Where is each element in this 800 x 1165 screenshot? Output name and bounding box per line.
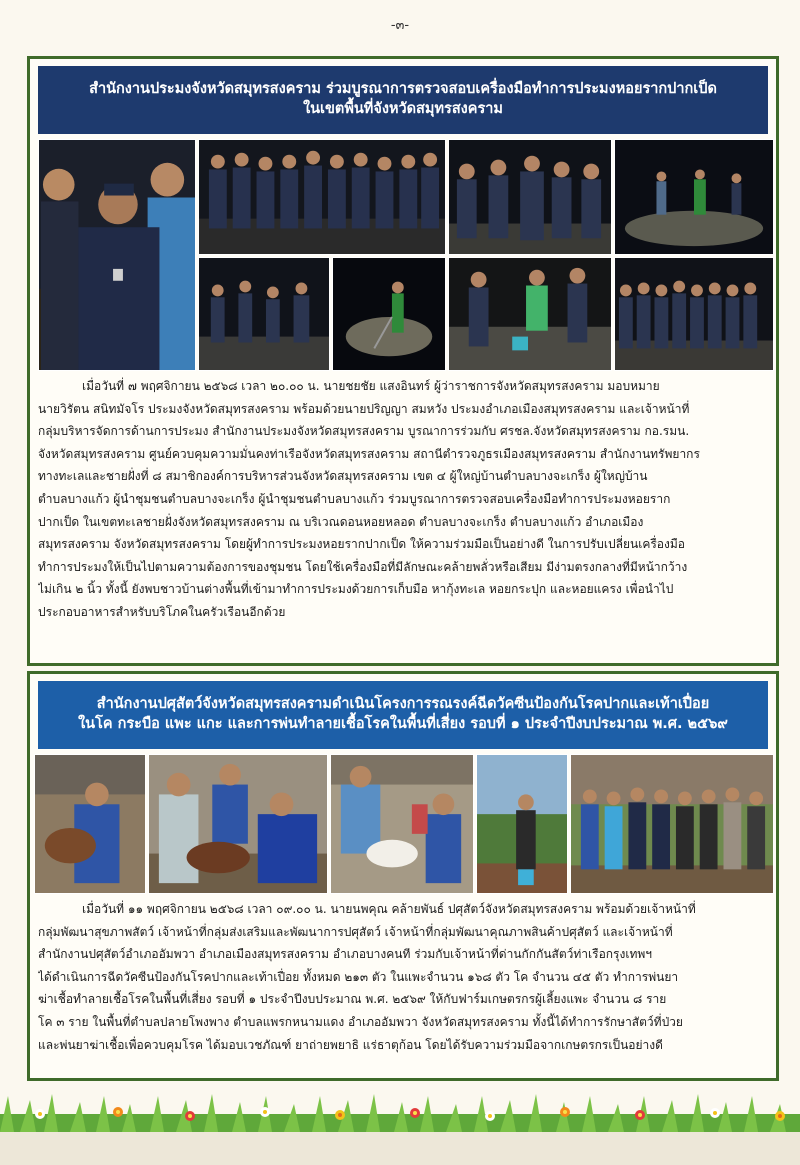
paragraph-line: กลุ่มบริหารจัดการด้านการประมง สำนักงานประมงจังหวัดสมุทรสงคราม บูรณาการร่วมกับ ศรชล.จังหวัดสมุทรสงคราม กอ.รมน. bbox=[38, 424, 690, 439]
page-number: -๓- bbox=[390, 18, 410, 33]
paragraph-line: กลุ่มพัฒนาสุขภาพสัตว์ เจ้าหน้าที่กลุ่มส่งเสริมและพัฒนาการปศุสัตว์ เจ้าหน้าที่กลุ่มพัฒนาคุณภาพสินค้าปศุสัตว์ และเจ้าหน้าที่ bbox=[38, 924, 673, 939]
photo-team-lineup bbox=[614, 257, 774, 371]
paragraph-line: ได้ดำเนินการฉีดวัคซีนป้องกันโรคปากและเท้าเปื่อย ทั้งหมด ๒๑๓ ตัว ในแพะจำนวน ๑๖๘ ตัว โค จำนวน ๔๕ ตัว ทำการพ่นยา bbox=[38, 969, 679, 984]
paragraph-line: เมื่อวันที่ ๑๑ พฤศจิกายน ๒๕๖๘ เวลา ๐๙.๐๐ น. นายนพคุณ คล้ายพันธ์ ปศุสัตว์จังหวัดสมุทรสงคราม พร้อมด้วยเจ้าหน้าที่ bbox=[82, 902, 696, 916]
photo-checking-catch bbox=[448, 257, 612, 371]
livestock-news-section bbox=[27, 671, 779, 1081]
paragraph-line: ไม่เกิน ๒ นิ้ว ทั้งนี้ ยังพบชาวบ้านต่างพื้นที่เข้ามาทำการประมงด้วยการเก็บมือ หากุ้งทะเล หอยกระปุก และหอยแครง เพื่อนำไป bbox=[38, 582, 674, 597]
grass-flower-border bbox=[0, 1090, 800, 1132]
paragraph-line: ตำบลบางแก้ว ผู้นำชุมชนตำบลบางจะเกร็ง ผู้นำชุมชนตำบลบางแก้ว ร่วมบูรณาการตรวจสอบเครื่องมือทำการประมงหอยราก bbox=[38, 491, 671, 506]
paragraph-line: ฆ่าเชื้อทำลายเชื้อโรคในพื้นที่เสี่ยง รอบที่ ๑ ประจำปีงบประมาณ พ.ศ. ๒๕๖๙ ให้กับฟาร์มเกษตรกรผู้เลี้ยงแพะ จำนวน ๘ ราย bbox=[38, 992, 667, 1007]
livestock-news-title bbox=[38, 681, 768, 749]
photo-team-group-night bbox=[198, 139, 446, 255]
paragraph-line: สำนักงานปศุสัตว์อำเภออัมพวา อำเภอเมืองสมุทรสงคราม อำเภอบางคนที ร่วมกับเจ้าหน้าที่ด่านกักกันสัตว์ท่าเรือกรุงเทพฯ bbox=[38, 947, 653, 962]
fisheries-title-line-2: ในเขตพื้นที่จังหวัดสมุทรสงคราม bbox=[303, 101, 503, 117]
photo-officials-portrait bbox=[38, 139, 196, 371]
paragraph-line: สมุทรสงคราม จังหวัดสมุทรสงคราม โดยผู้ทำการประมงหอยรากปากเป็ด ให้ความร่วมมือเป็นอย่างดี ในการปรับเปลี่ยนเครื่องมือ bbox=[38, 537, 685, 552]
photo-mudflat-night bbox=[614, 139, 774, 255]
paragraph-line: นายวิรัตน สนิทมัจโร ประมงจังหวัดสมุทรสงคราม พร้อมด้วยนายปริญญา สมหวัง ประมงอำเภอเมืองสมุทรสงคราม และเจ้าหน้าที่ bbox=[38, 401, 690, 416]
paragraph-line: จังหวัดสมุทรสงคราม ศูนย์ควบคุมความมั่นคงท่าเรือจังหวัดสมุทรสงคราม สถานีตำรวจภูธรเมืองสมุทรสงคราม สำนักงานทรัพยากร bbox=[38, 446, 700, 461]
fisheries-news-section bbox=[27, 56, 779, 666]
fisheries-title-line-1: สำนักงานประมงจังหวัดสมุทรสงคราม ร่วมบูรณาการตรวจสอบเครื่องมือทำการประมงหอยรากปากเป็ด bbox=[89, 81, 717, 98]
footer-strip bbox=[0, 1132, 800, 1165]
paragraph-line: ทำการประมงให้เป็นไปตามความต้องการของชุมชน โดยใช้เครื่องมือที่มีลักษณะคล้ายพลั่วหรือเสียม มีง่ามตรงกลางที่มีหน้ากว้าง bbox=[38, 559, 688, 574]
photo-white-goat-treatment bbox=[330, 754, 474, 894]
paragraph-line: โค ๓ ราย ในพื้นที่ตำบลปลายโพงพาง ตำบลแพรกหนามแดง อำเภออัมพวา จังหวัดสมุทรสงคราม ทั้งนี้ได้ทำการรักษาสัตว์ที่ป่วย bbox=[38, 1014, 683, 1029]
fisheries-news-title bbox=[38, 66, 768, 134]
paragraph-line: ทางทะเลและชายฝั่งที่ ๘ สมาชิกองค์การบริหารส่วนจังหวัดสมุทรสงคราม เขต ๔ ผู้ใหญ่บ้านตำบลบางจะเกร็ง ผู้ใหญ่บ้าน bbox=[38, 469, 648, 484]
paragraph-line: เมื่อวันที่ ๗ พฤศจิกายน ๒๕๖๘ เวลา ๒๐.๐๐ น. นายชยชัย แสงอินทร์ ผู้ว่าราชการจังหวัดสมุทรสงคราม มอบหมาย bbox=[82, 379, 660, 393]
livestock-body-text bbox=[38, 898, 768, 1056]
photo-walking-mudflat bbox=[198, 257, 330, 371]
photo-inspection-group bbox=[448, 139, 612, 255]
photo-flashlight-digging bbox=[332, 257, 446, 371]
photo-staff-group-farm bbox=[570, 754, 774, 894]
paragraph-line: ประกอบอาหารสำหรับบริโภคในครัวเรือนอีกด้วย bbox=[38, 604, 286, 619]
livestock-title-line-1: สำนักงานปศุสัตว์จังหวัดสมุทรสงครามดำเนินโครงการรณรงค์ฉีดวัคซีนป้องกันโรคปากและเท้าเปื่อย bbox=[96, 696, 710, 713]
fisheries-body-text bbox=[38, 375, 768, 624]
photo-goat-with-officer bbox=[34, 754, 146, 894]
paragraph-line: ปากเป็ด ในเขตทะเลชายฝั่งจังหวัดสมุทรสงคราม ณ บริเวณดอนหอยหลอด ตำบลบางจะเกร็ง ตำบลบางแก้ว อำเภอเมือง bbox=[38, 514, 644, 529]
photo-vaccinating-goat bbox=[148, 754, 328, 894]
photo-spraying-disinfectant bbox=[476, 754, 568, 894]
livestock-title-line-2: ในโค กระบือ แพะ แกะ และการพ่นทำลายเชื้อโรคในพื้นที่เสี่ยง รอบที่ ๑ ประจำปีงบประมาณ พ.ศ. ๒๕๖๙ bbox=[78, 716, 728, 732]
paragraph-line: และพ่นยาฆ่าเชื้อเพื่อควบคุมโรค ได้มอบเวชภัณฑ์ ยาถ่ายพยาธิ แร่ธาตุก้อน โดยได้รับความร่วมมือจากเกษตรกรเป็นอย่างดี bbox=[38, 1037, 663, 1052]
